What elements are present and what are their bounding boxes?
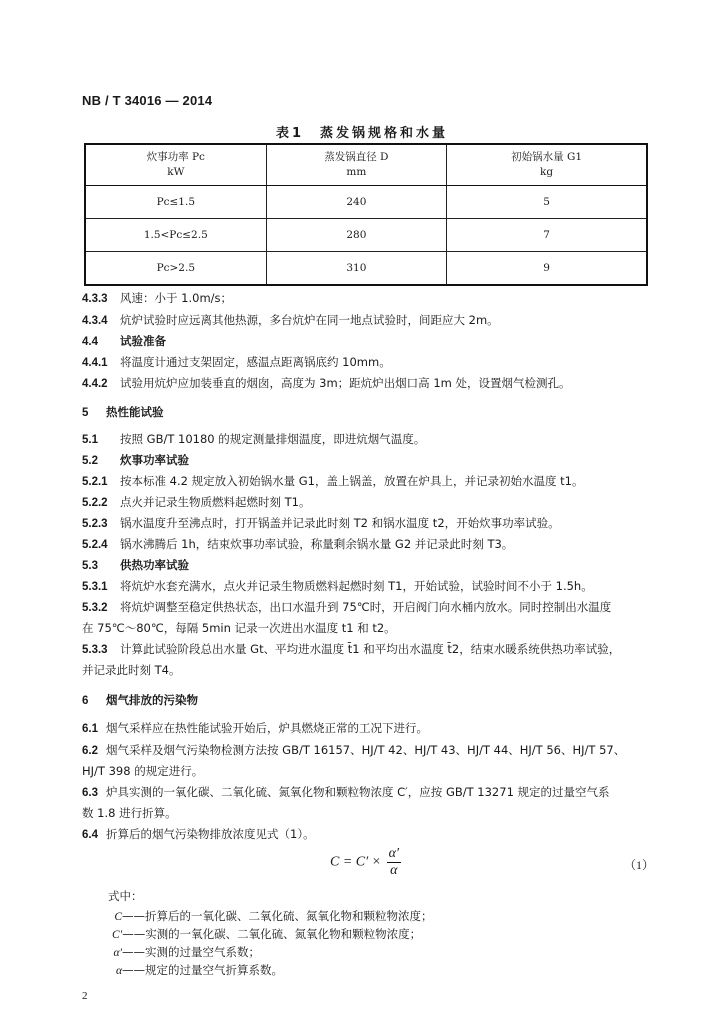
clause-line: 5.3.2 将炕炉调整至稳定供热状态，出口水温升到 75℃时，开启阀门向水桶内放水。同时控制出水温度 xyxy=(82,600,612,614)
clause-line: 6.4 折算后的烟气污染物排放浓度见式（1）。 xyxy=(82,827,315,841)
table-header-row xyxy=(85,144,647,186)
where-label: 式中： xyxy=(108,889,143,903)
page-number: 2 xyxy=(82,990,88,1002)
table-cell: 1.5<Pc≤2.5 xyxy=(85,219,266,252)
clause-line: 6.2 烟气采样及烟气污染物检测方法按 GB/T 16157、HJ/T 42、HJ/T 43、HJ/T 44、HJ/T 56、HJ/T 57、 xyxy=(82,743,626,757)
table-cell: 7 xyxy=(447,219,647,252)
variable-def: α——规定的过量空气折算系数。 xyxy=(115,963,283,977)
clause-line: 4.4.2 试验用炕炉应加装垂直的烟囱，高度为 3m；距炕炉出烟口高 1m 处，设置烟气检测孔。 xyxy=(82,376,571,390)
table-header-cell: 初始锅水量 G1 kg xyxy=(447,144,647,186)
table-row xyxy=(85,186,647,219)
clause-line: 6.1 烟气采样应在热性能试验开始后，炉具燃烧正常的工况下进行。 xyxy=(82,721,428,735)
section-heading: 5.3 供热功率试验 xyxy=(82,558,189,572)
table-header-cell: 炊事功率 Pc kW xyxy=(85,144,266,186)
variable-def: C——折算后的一氧化碳、二氧化硫、氮氧化物和颗粒物浓度； xyxy=(114,909,433,923)
table-cell: 280 xyxy=(266,219,447,252)
variable-def: α′——实测的过量空气系数； xyxy=(113,945,260,959)
clause-line: 5.1 按照 GB/T 10180 的规定测量排烟温度，即进炕烟气温度。 xyxy=(82,432,426,446)
clause-line: 4.3.3 风速：小于 1.0m/s； xyxy=(82,291,233,305)
clause-line: 在 75℃～80℃，每隔 5min 记录一次进出水温度 t1 和 t2。 xyxy=(82,621,396,635)
table-cell: 240 xyxy=(266,186,447,219)
table-cell: Pc>2.5 xyxy=(85,252,266,286)
clause-line: 数 1.8 进行折算。 xyxy=(82,806,177,820)
table-cell: 9 xyxy=(447,252,647,286)
variable-def: C′——实测的一氧化碳、二氧化硫、氮氧化物和颗粒物浓度； xyxy=(112,927,422,941)
standard-header: NB / T 34016 — 2014 xyxy=(82,93,213,108)
equation-lhs: C = C′ × xyxy=(330,854,382,870)
table-cell: Pc≤1.5 xyxy=(85,186,266,219)
clause-line: 5.3.3 计算此试验阶段总出水量 Gt、平均进水温度 t̄1 和平均出水温度 t̄2，结束水暖系统供热功率试验， xyxy=(82,642,621,656)
clause-line: 6.3 炉具实测的一氧化碳、二氧化硫、氮氧化物和颗粒物浓度 C′，应按 GB/T 13271 规定的过量空气系 xyxy=(82,785,610,799)
clause-line: 5.2.4 锅水沸腾后 1h，结束炊事功率试验，称量剩余锅水量 G2 并记录此时刻 T3。 xyxy=(82,537,514,551)
table-cell: 5 xyxy=(447,186,647,219)
clause-line: 4.3.4 炕炉试验时应远离其他热源，多台炕炉在同一地点试验时，间距应大 2m。 xyxy=(82,313,499,327)
table-row xyxy=(85,219,647,252)
table-caption: 表1 蒸发锅规格和水量 xyxy=(275,126,449,141)
section-heading: 6 烟气排放的污染物 xyxy=(82,693,198,707)
clause-line: 4.4.1 将温度计通过支架固定，感温点距离锅底约 10mm。 xyxy=(82,355,391,369)
section-heading: 5 热性能试验 xyxy=(82,405,164,419)
clause-line: 5.2.1 按本标准 4.2 规定放入初始锅水量 G1，盖上锅盖，放置在炉具上，并记录初始水温度 t1。 xyxy=(82,474,584,488)
equation-fraction xyxy=(387,846,401,879)
clause-line: 5.3.1 将炕炉水套充满水，点火并记录生物质燃料起燃时刻 T1，开始试验，试验时间不小于 1.5h。 xyxy=(82,579,593,593)
spec-table xyxy=(84,143,648,286)
equation-number: （1） xyxy=(624,858,655,872)
section-heading: 4.4 试验准备 xyxy=(82,334,166,348)
clause-line: HJ/T 398 的规定进行。 xyxy=(82,764,204,778)
equation-denominator: α xyxy=(390,863,398,878)
equation-1 xyxy=(330,846,401,879)
table-header-cell: 蒸发锅直径 D mm xyxy=(266,144,447,186)
section-heading: 5.2 炊事功率试验 xyxy=(82,453,189,467)
clause-line: 5.2.2 点火并记录生物质燃料起燃时刻 T1。 xyxy=(82,495,311,509)
equation-numerator: α′ xyxy=(388,846,400,861)
clause-line: 5.2.3 锅水温度升至沸点时，打开锅盖并记录此时刻 T2 和锅水温度 t2，开始炊事功率试验。 xyxy=(82,516,560,530)
table-cell: 310 xyxy=(266,252,447,286)
clause-line: 并记录此时刻 T4。 xyxy=(82,663,181,677)
table-row xyxy=(85,252,647,286)
